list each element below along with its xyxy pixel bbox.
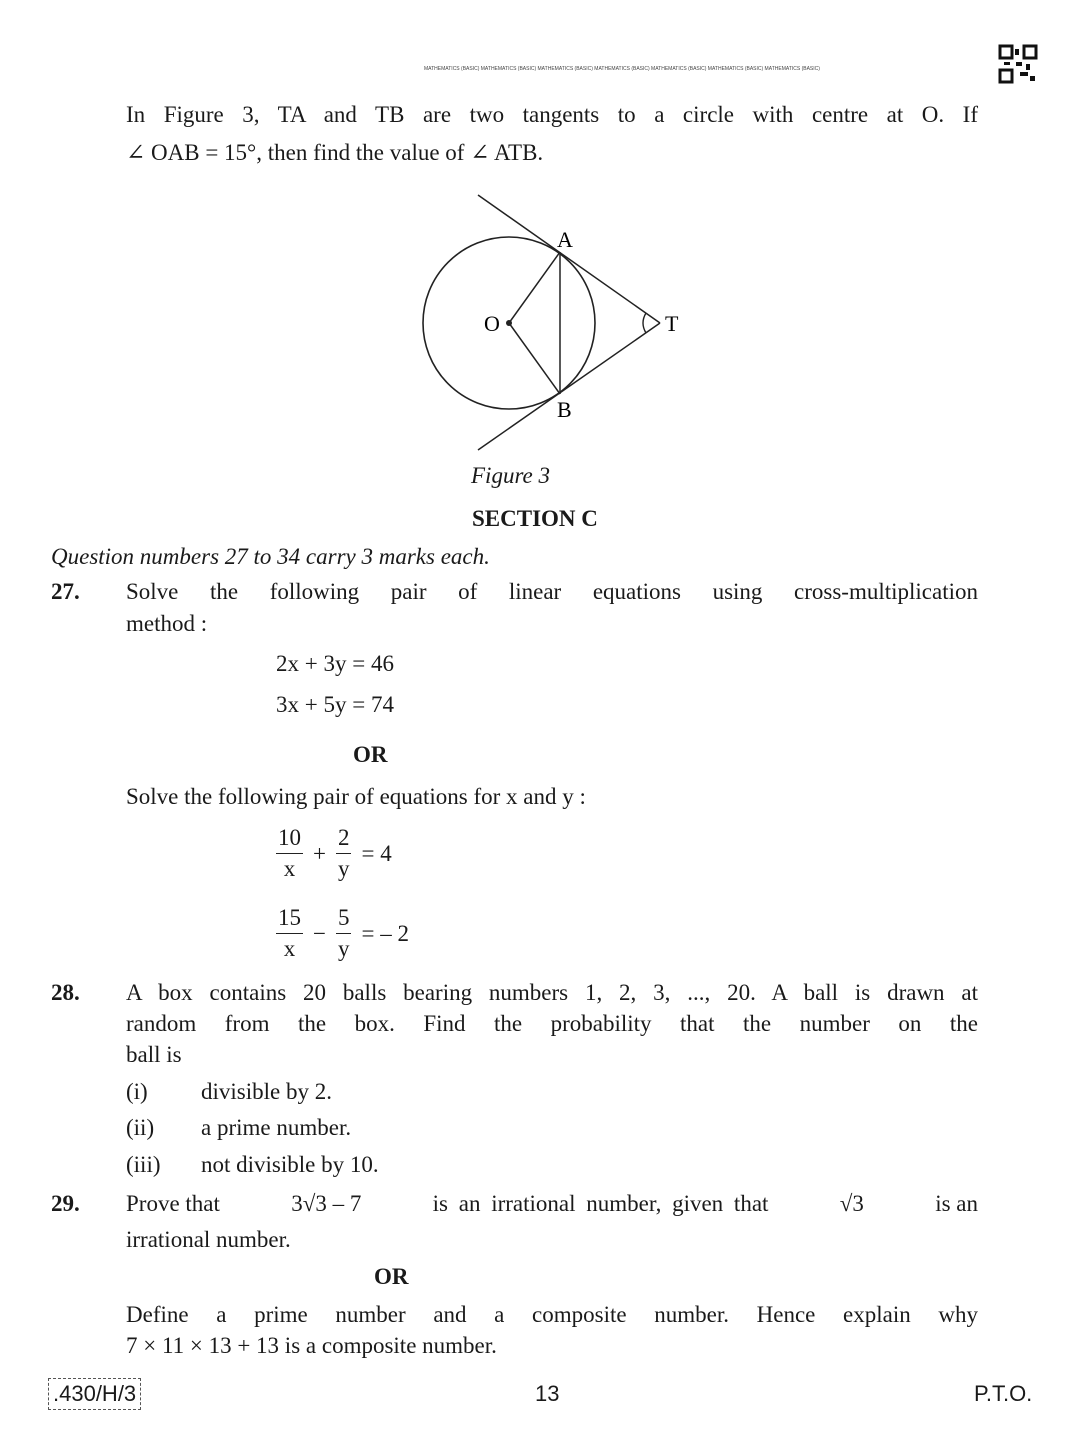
section-title: SECTION C [472, 506, 598, 531]
q29-line2: irrational number. [126, 1227, 291, 1252]
figure-caption: Figure 3 [471, 463, 550, 488]
rhs: = – 2 [361, 920, 409, 946]
q28-item-num: (iii) [126, 1152, 161, 1177]
angle-arc [643, 313, 646, 333]
text: Prove that [126, 1191, 220, 1216]
q27-fraction-eq1 [276, 823, 392, 884]
q27-line2: method : [126, 611, 208, 636]
qr-code-icon [1000, 46, 1036, 82]
operator: + [313, 840, 326, 866]
q29-or: OR [374, 1264, 409, 1289]
q28-number: 28. [51, 980, 80, 1005]
q28-line3: ball is [126, 1042, 182, 1067]
numerator: 10 [276, 823, 303, 854]
figure-3-diagram [400, 185, 720, 465]
q29-alt1: Define a prime number and a composite number. Hence explain why [126, 1302, 978, 1327]
tangent-tb [478, 323, 660, 450]
denominator: y [337, 856, 350, 881]
q28-line2: random from the box. Find the probability that the number on the [126, 1011, 978, 1036]
radius-oa [509, 252, 560, 323]
denominator: y [337, 936, 350, 961]
denominator: x [283, 936, 296, 961]
q27-eq1: 2x + 3y = 46 [276, 651, 394, 676]
q28-item-num: (i) [126, 1079, 148, 1104]
label-t: T [665, 311, 679, 336]
expression: √3 [839, 1191, 864, 1216]
rhs: = 4 [361, 840, 392, 866]
q28-line1: A box contains 20 balls bearing numbers 1, 2, 3, ..., 20. A ball is drawn at [126, 980, 978, 1005]
q27-eq2: 3x + 5y = 74 [276, 692, 394, 717]
label-b: B [557, 397, 572, 422]
q27-number: 27. [51, 579, 80, 604]
text: is an irrational number, given that [432, 1191, 769, 1216]
q27-or: OR [353, 742, 388, 767]
pto: P.T.O. [974, 1381, 1033, 1406]
label-o: O [484, 311, 500, 336]
section-note: Question numbers 27 to 34 carry 3 marks each. [51, 544, 490, 569]
page-number: 13 [535, 1381, 560, 1406]
tangent-ta [478, 195, 660, 323]
q29-alt2: 7 × 11 × 13 + 13 is a composite number. [126, 1333, 497, 1358]
q29-number: 29. [51, 1191, 80, 1216]
q26-line2: ∠ OAB = 15°, then find the value of ∠ ATB. [126, 140, 544, 165]
radius-ob [509, 323, 560, 394]
centre-point [506, 320, 512, 326]
text: is an [935, 1191, 978, 1216]
denominator: x [283, 856, 296, 881]
q28-item-num: (ii) [126, 1115, 155, 1140]
numerator: 15 [276, 903, 303, 934]
operator: − [313, 920, 326, 946]
label-a: A [557, 227, 573, 252]
expression: 3√3 – 7 [291, 1191, 362, 1216]
q27-alt: Solve the following pair of equations for x and y : [126, 784, 586, 809]
q27-line1: Solve the following pair of linear equations using cross-multiplication [126, 579, 978, 604]
numerator: 5 [336, 903, 352, 934]
header-watermark: MATHEMATICS (BASIC) MATHEMATICS (BASIC) MATHEMATICS (BASIC) MATHEMATICS (BASIC) MATHEMATICS (BASIC) MATHEMATICS (BASIC) MATHEMATICS (BASIC) [424, 66, 820, 72]
q28-item-text: not divisible by 10. [201, 1152, 379, 1177]
q28-item-text: a prime number. [201, 1115, 352, 1140]
q26-line1: In Figure 3, TA and TB are two tangents to a circle with centre at O. If [126, 102, 978, 127]
numerator: 2 [336, 823, 352, 854]
q29-line1 [126, 1188, 978, 1220]
q28-item-text: divisible by 2. [201, 1079, 332, 1104]
footer-code: .430/H/3 [48, 1378, 141, 1410]
q27-fraction-eq2 [276, 903, 409, 964]
